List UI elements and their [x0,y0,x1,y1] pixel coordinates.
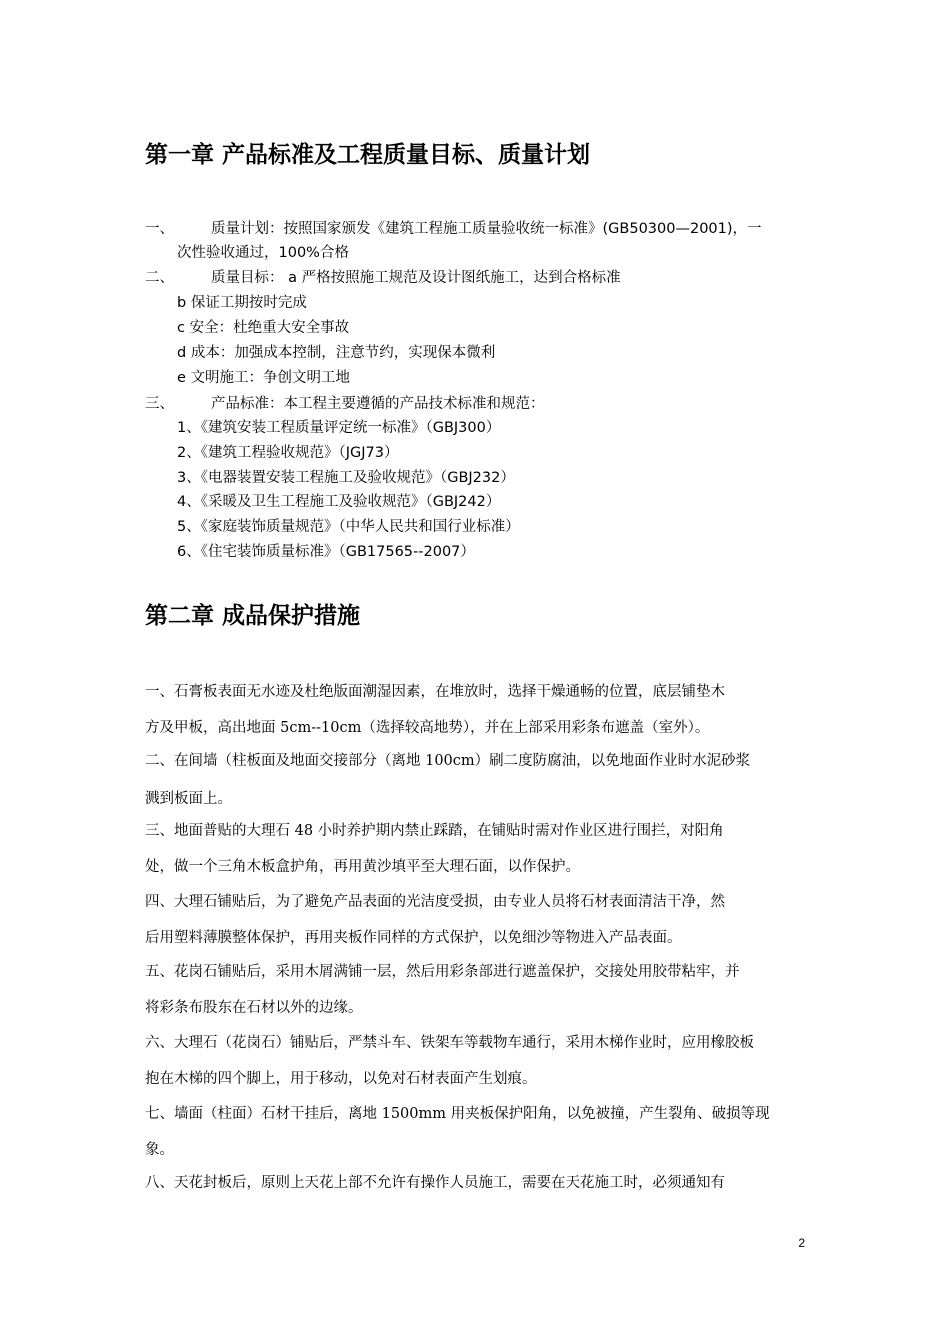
item-2-number: 二、 [145,270,174,286]
goal-e: e 文明施工：争创文明工地 [177,370,351,386]
item-2-text: 质量目标： a 严格按照施工规范及设计图纸施工，达到合格标准 [211,270,621,286]
standard-item: 1、《建筑安装工程质量评定统一标准》（GBJ300） [177,420,501,436]
paragraph-line: 溅到板面上。 [145,791,232,807]
paragraph-line: 七、墙面（柱面）石材干挂后，离地 1500mm 用夹板保护阳角，以免被撞，产生裂角、破损等现 [145,1106,770,1122]
paragraph-line: 五、花岗石铺贴后，采用木屑满铺一层，然后用彩条部进行遮盖保护，交接处用胶带粘牢，并 [145,964,740,980]
paragraph-line: 处，做一个三角木板盒护角，再用黄沙填平至大理石面，以作保护。 [145,859,580,875]
item-3-text: 产品标准：本工程主要遵循的产品技术标准和规范： [211,396,545,412]
paragraph-line: 三、地面普贴的大理石 48 小时养护期内禁止踩踏，在铺贴时需对作业区进行围拦，对阳角 [145,823,724,839]
item-1-continuation: 次性验收通过，100%合格 [177,245,349,261]
standard-item: 6、《住宅装饰质量标准》（GB17565--2007） [177,544,475,560]
paragraph-line: 八、天花封板后，原则上天花上部不允许有操作人员施工，需要在天花施工时，必须通知有 [145,1175,725,1191]
paragraph-line: 方及甲板，高出地面 5cm--10cm（选择较高地势），并在上部采用彩条布遮盖（室外）。 [145,720,710,736]
paragraph-line: 抱在木梯的四个脚上，用于移动，以免对石材表面产生划痕。 [145,1071,537,1087]
paragraph-line: 将彩条布股东在石材以外的边缘。 [145,1000,363,1016]
standard-item: 3、《电器装置安装工程施工及验收规范》（GBJ232） [177,470,515,486]
paragraph-line: 六、大理石（花岗石）铺贴后，严禁斗车、铁架车等载物车通行，采用木梯作业时，应用橡胶板 [145,1035,754,1051]
paragraph-line: 后用塑料薄膜整体保护，再用夹板作同样的方式保护，以免细沙等物进入产品表面。 [145,930,682,946]
item-1-number: 一、 [145,221,174,237]
goal-b: b 保证工期按时完成 [177,295,307,311]
page-number: 2 [798,1236,805,1250]
paragraph-line: 二、在间墙（柱板面及地面交接部分（离地 100cm）刷二度防腐油，以免地面作业时水泥砂浆 [145,753,751,769]
paragraph-line: 象。 [145,1142,174,1158]
paragraph-line: 一、石膏板表面无水迹及杜绝版面潮湿因素，在堆放时，选择干燥通畅的位置，底层铺垫木 [145,684,725,700]
paragraph-line: 四、大理石铺贴后，为了避免产品表面的光洁度受损，由专业人员将石材表面清洁干净，然 [145,894,725,910]
goal-c: c 安全：杜绝重大安全事故 [177,320,350,336]
standard-item: 5、《家庭装饰质量规范》（中华人民共和国行业标准） [177,519,520,535]
item-3-number: 三、 [145,396,174,412]
chapter-2-title: 第二章 成品保护措施 [145,603,361,629]
standard-item: 4、《采暖及卫生工程施工及验收规范》（GBJ242） [177,494,501,510]
goal-d: d 成本：加强成本控制，注意节约，实现保本微利 [177,345,496,361]
item-1-text: 质量计划：按照国家颁发《建筑工程施工质量验收统一标准》(GB50300—2001)，一 [211,221,762,237]
standard-item: 2、《建筑工程验收规范》（JGJ73） [177,445,399,461]
chapter-1-title: 第一章 产品标准及工程质量目标、质量计划 [145,142,591,168]
